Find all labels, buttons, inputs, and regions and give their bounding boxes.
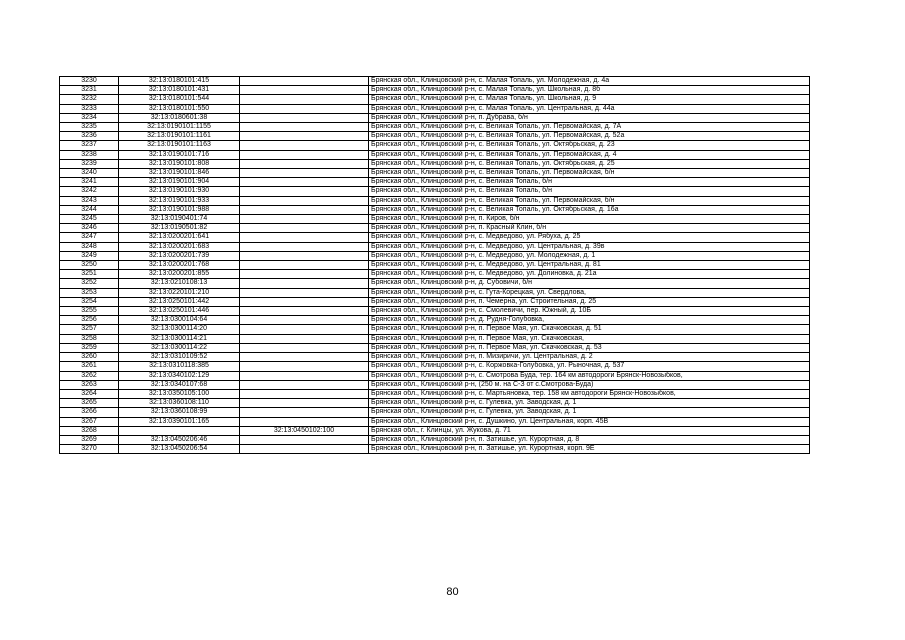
row-number-cell: 3255: [60, 307, 119, 316]
address-cell: Брянская обл., Клинцовский р-н, с. Смолевичи, пер. Южный, д. 10Б: [369, 307, 810, 316]
table-row: [60, 408, 810, 417]
cadastral-number-cell: 32:13:0310118:385: [119, 362, 240, 371]
cadastral-number-cell: 32:13:0200201:768: [119, 261, 240, 270]
cadastral-number-alt-cell: [240, 104, 369, 113]
cadastral-number-cell: 32:13:0200201:641: [119, 233, 240, 242]
cadastral-number-cell: 32:13:0340102:129: [119, 371, 240, 380]
table-row: [60, 205, 810, 214]
table-row: [60, 251, 810, 260]
cadastral-number-cell: 32:13:0210108:13: [119, 279, 240, 288]
cadastral-number-cell: 32:13:0180601:38: [119, 113, 240, 122]
cadastral-number-cell: 32:13:0180101:550: [119, 104, 240, 113]
table-row: [60, 417, 810, 426]
cadastral-number-cell: [119, 426, 240, 435]
address-cell: Брянская обл., Клинцовский р-н, с. Великая Топаль, ул. Октябрьская, д. 25: [369, 159, 810, 168]
address-cell: Брянская обл., Клинцовский р-н, с. Великая Топаль, ул. Первомайская, д. 52а: [369, 132, 810, 141]
row-number-cell: 3254: [60, 297, 119, 306]
cadastral-number-cell: 32:13:0200201:739: [119, 251, 240, 260]
address-cell: Брянская обл., Клинцовский р-н, с. Душкино, ул. Центральная, корп. 45В: [369, 417, 810, 426]
row-number-cell: 3231: [60, 86, 119, 95]
register-table: [59, 76, 810, 454]
address-cell: Брянская обл., Клинцовский р-н, с. Малая Топаль, ул. Школьная, д. 8б: [369, 86, 810, 95]
row-number-cell: 3261: [60, 362, 119, 371]
cadastral-number-cell: 32:13:0190101:930: [119, 187, 240, 196]
table-row: [60, 196, 810, 205]
row-number-cell: 3236: [60, 132, 119, 141]
cadastral-number-alt-cell: [240, 343, 369, 352]
row-number-cell: 3238: [60, 150, 119, 159]
address-cell: Брянская обл., Клинцовский р-н, с. Великая Топаль, ул. Октябрьская, д. 23: [369, 141, 810, 150]
row-number-cell: 3248: [60, 242, 119, 251]
cadastral-number-alt-cell: [240, 316, 369, 325]
table-row: [60, 371, 810, 380]
address-cell: Брянская обл., Клинцовский р-н, с. Смотрова Буда, тер. 164 км автодороги Брянск-Новозыбков,: [369, 371, 810, 380]
address-cell: Брянская обл., Клинцовский р-н, с. Медведово, ул. Центральная, д. 39в: [369, 242, 810, 251]
cadastral-number-alt-cell: [240, 123, 369, 132]
table-row: [60, 445, 810, 454]
cadastral-number-alt-cell: [240, 150, 369, 159]
cadastral-number-alt-cell: [240, 334, 369, 343]
row-number-cell: 3246: [60, 224, 119, 233]
table-row: [60, 362, 810, 371]
cadastral-number-alt-cell: [240, 86, 369, 95]
address-cell: Брянская обл., Клинцовский р-н, с. Медведово, ул. Молодежная, д. 1: [369, 251, 810, 260]
cadastral-number-cell: 32:13:0220101:210: [119, 288, 240, 297]
cadastral-number-cell: 32:13:0450206:46: [119, 435, 240, 444]
cadastral-number-cell: 32:13:0200201:683: [119, 242, 240, 251]
cadastral-number-cell: 32:13:0190101:904: [119, 178, 240, 187]
table-row: [60, 399, 810, 408]
cadastral-number-alt-cell: [240, 380, 369, 389]
address-cell: Брянская обл., г. Клинцы, ул. Жукова, д. 71: [369, 426, 810, 435]
cadastral-number-alt-cell: 32:13:0450102:100: [240, 426, 369, 435]
table-row: [60, 343, 810, 352]
table-row: [60, 187, 810, 196]
table-row: [60, 435, 810, 444]
address-cell: Брянская обл., Клинцовский р-н, д. Субовичи, б/н: [369, 279, 810, 288]
address-cell: Брянская обл., Клинцовский р-н, с. Великая Топаль, ул. Первомайская, д. 4: [369, 150, 810, 159]
table-row: [60, 224, 810, 233]
table-row: [60, 141, 810, 150]
row-number-cell: 3257: [60, 325, 119, 334]
table-row: [60, 316, 810, 325]
cadastral-number-cell: 32:13:0190101:716: [119, 150, 240, 159]
row-number-cell: 3249: [60, 251, 119, 260]
cadastral-number-alt-cell: [240, 196, 369, 205]
table-row: [60, 426, 810, 435]
row-number-cell: 3269: [60, 435, 119, 444]
table-row: [60, 261, 810, 270]
table-row: [60, 389, 810, 398]
cadastral-number-cell: 32:13:0300114:20: [119, 325, 240, 334]
table-row: [60, 334, 810, 343]
row-number-cell: 3267: [60, 417, 119, 426]
cadastral-number-cell: 32:13:0190101:1155: [119, 123, 240, 132]
address-cell: Брянская обл., Клинцовский р-н, п. Первое Мая, ул. Скачковская, д. 51: [369, 325, 810, 334]
table-row: [60, 279, 810, 288]
address-cell: Брянская обл., Клинцовский р-н, с. Великая Топаль, б/н: [369, 178, 810, 187]
table-row: [60, 150, 810, 159]
cadastral-number-cell: 32:13:0190101:933: [119, 196, 240, 205]
table-row: [60, 132, 810, 141]
cadastral-number-alt-cell: [240, 445, 369, 454]
table-row: [60, 307, 810, 316]
row-number-cell: 3237: [60, 141, 119, 150]
cadastral-number-alt-cell: [240, 362, 369, 371]
cadastral-number-alt-cell: [240, 205, 369, 214]
row-number-cell: 3260: [60, 353, 119, 362]
row-number-cell: 3263: [60, 380, 119, 389]
cadastral-number-cell: 32:13:0310109:52: [119, 353, 240, 362]
row-number-cell: 3252: [60, 279, 119, 288]
table-row: [60, 288, 810, 297]
address-cell: Брянская обл., Клинцовский р-н, с. Великая Топаль, ул. Октябрьская, д. 16а: [369, 205, 810, 214]
table-row: [60, 353, 810, 362]
row-number-cell: 3234: [60, 113, 119, 122]
cadastral-number-alt-cell: [240, 325, 369, 334]
cadastral-number-alt-cell: [240, 307, 369, 316]
register-table-body: [60, 77, 810, 454]
row-number-cell: 3241: [60, 178, 119, 187]
address-cell: Брянская обл., Клинцовский р-н, п. Первое Мая, ул. Скачковская, д. 53: [369, 343, 810, 352]
table-row: [60, 297, 810, 306]
cadastral-number-alt-cell: [240, 353, 369, 362]
address-cell: Брянская обл., Клинцовский р-н, с. Медведово, ул. Центральная, д. 81: [369, 261, 810, 270]
cadastral-number-alt-cell: [240, 169, 369, 178]
cadastral-number-cell: 32:13:0190101:1163: [119, 141, 240, 150]
cadastral-number-cell: 32:13:0190101:988: [119, 205, 240, 214]
cadastral-number-alt-cell: [240, 288, 369, 297]
table-row: [60, 113, 810, 122]
address-cell: Брянская обл., Клинцовский р-н, с. Мартьяновка, тер. 158 км автодороги Брянск-Новозыбков,: [369, 389, 810, 398]
address-cell: Брянская обл., Клинцовский р-н, с. Гута-Корецкая, ул. Свердлова,: [369, 288, 810, 297]
row-number-cell: 3242: [60, 187, 119, 196]
cadastral-number-alt-cell: [240, 242, 369, 251]
cadastral-number-cell: 32:13:0180101:544: [119, 95, 240, 104]
row-number-cell: 3239: [60, 159, 119, 168]
row-number-cell: 3270: [60, 445, 119, 454]
cadastral-number-alt-cell: [240, 178, 369, 187]
cadastral-number-cell: 32:13:0250101:446: [119, 307, 240, 316]
table-row: [60, 159, 810, 168]
address-cell: Брянская обл., Клинцовский р-н, п. Красный Клин, б/н: [369, 224, 810, 233]
address-cell: Брянская обл., Клинцовский р-н, с. Великая Топаль, ул. Первомайская, б/н: [369, 169, 810, 178]
address-cell: Брянская обл., Клинцовский р-н, с. Гулевка, ул. Заводская, д. 1: [369, 399, 810, 408]
table-row: [60, 380, 810, 389]
address-cell: Брянская обл., Клинцовский р-н, с. Малая Топаль, ул. Школьная, д. 9: [369, 95, 810, 104]
cadastral-number-cell: 32:13:0300104:64: [119, 316, 240, 325]
cadastral-number-alt-cell: [240, 297, 369, 306]
table-row: [60, 123, 810, 132]
cadastral-number-alt-cell: [240, 95, 369, 104]
cadastral-number-alt-cell: [240, 233, 369, 242]
row-number-cell: 3230: [60, 77, 119, 86]
address-cell: Брянская обл., Клинцовский р-н, с. Медведово, ул. Долиновка, д. 21а: [369, 270, 810, 279]
row-number-cell: 3232: [60, 95, 119, 104]
address-cell: Брянская обл., Клинцовский р-н, п. Чемерна, ул. Строительная, д. 25: [369, 297, 810, 306]
cadastral-number-cell: 32:13:0180101:431: [119, 86, 240, 95]
table-row: [60, 242, 810, 251]
address-cell: Брянская обл., Клинцовский р-н, п. Затишье, ул. Курортная, корп. 9Е: [369, 445, 810, 454]
row-number-cell: 3265: [60, 399, 119, 408]
address-cell: Брянская обл., Клинцовский р-н, с. Великая Топаль, б/н: [369, 187, 810, 196]
row-number-cell: 3253: [60, 288, 119, 297]
row-number-cell: 3240: [60, 169, 119, 178]
cadastral-number-alt-cell: [240, 224, 369, 233]
table-row: [60, 169, 810, 178]
address-cell: Брянская обл., Клинцовский р-н, с. Великая Топаль, ул. Первомайская, д. 7А: [369, 123, 810, 132]
cadastral-number-alt-cell: [240, 417, 369, 426]
address-cell: Брянская обл., Клинцовский р-н, п. Дубрава, б/н: [369, 113, 810, 122]
cadastral-number-cell: 32:13:0190101:808: [119, 159, 240, 168]
cadastral-number-alt-cell: [240, 261, 369, 270]
cadastral-number-alt-cell: [240, 141, 369, 150]
cadastral-number-alt-cell: [240, 113, 369, 122]
cadastral-number-alt-cell: [240, 399, 369, 408]
cadastral-number-cell: 32:13:0200201:855: [119, 270, 240, 279]
row-number-cell: 3258: [60, 334, 119, 343]
row-number-cell: 3259: [60, 343, 119, 352]
address-cell: Брянская обл., Клинцовский р-н, п. Киров, б/н: [369, 215, 810, 224]
row-number-cell: 3266: [60, 408, 119, 417]
cadastral-number-cell: 32:13:0300114:22: [119, 343, 240, 352]
row-number-cell: 3256: [60, 316, 119, 325]
cadastral-number-cell: 32:13:0360108:110: [119, 399, 240, 408]
cadastral-number-cell: 32:13:0190501:82: [119, 224, 240, 233]
table-row: [60, 215, 810, 224]
cadastral-number-alt-cell: [240, 187, 369, 196]
cadastral-number-cell: 32:13:0350105:100: [119, 389, 240, 398]
row-number-cell: 3235: [60, 123, 119, 132]
address-cell: Брянская обл., Клинцовский р-н, с. Великая Топаль, ул. Первомайская, б/н: [369, 196, 810, 205]
address-cell: Брянская обл., Клинцовский р-н, с. Медведово, ул. Рябуха, д. 25: [369, 233, 810, 242]
row-number-cell: 3247: [60, 233, 119, 242]
cadastral-number-alt-cell: [240, 435, 369, 444]
table-row: [60, 104, 810, 113]
address-cell: Брянская обл., Клинцовский р-н, д. Рудня-Голубовка,: [369, 316, 810, 325]
cadastral-number-cell: 32:13:0450206:54: [119, 445, 240, 454]
row-number-cell: 3268: [60, 426, 119, 435]
cadastral-number-alt-cell: [240, 389, 369, 398]
cadastral-number-alt-cell: [240, 159, 369, 168]
cadastral-number-alt-cell: [240, 251, 369, 260]
cadastral-number-alt-cell: [240, 408, 369, 417]
table-row: [60, 95, 810, 104]
address-cell: Брянская обл., Клинцовский р-н, с. Малая Топаль, ул. Центральная, д. 44а: [369, 104, 810, 113]
address-cell: Брянская обл., Клинцовский р-н, п. Первое Мая, ул. Скачковская,: [369, 334, 810, 343]
row-number-cell: 3264: [60, 389, 119, 398]
address-cell: Брянская обл., Клинцовский р-н, с. Коржовка-Голубовка, ул. Рыночная, д. 537: [369, 362, 810, 371]
cadastral-number-cell: 32:13:0250101:442: [119, 297, 240, 306]
cadastral-number-cell: 32:13:0180101:415: [119, 77, 240, 86]
cadastral-number-alt-cell: [240, 77, 369, 86]
table-row: [60, 178, 810, 187]
cadastral-number-alt-cell: [240, 215, 369, 224]
cadastral-number-cell: 32:13:0190401:74: [119, 215, 240, 224]
cadastral-number-alt-cell: [240, 279, 369, 288]
table-row: [60, 325, 810, 334]
address-cell: Брянская обл., Клинцовский р-н, с. Гулевка, ул. Заводская, д. 1: [369, 408, 810, 417]
table-row: [60, 270, 810, 279]
address-cell: Брянская обл., Клинцовский р-н, с. Малая Топаль, ул. Молодежная, д. 4а: [369, 77, 810, 86]
address-cell: Брянская обл., Клинцовский р-н, п. Мизиричи, ул. Центральная, д. 2: [369, 353, 810, 362]
cadastral-number-cell: 32:13:0390101:165: [119, 417, 240, 426]
table-row: [60, 233, 810, 242]
cadastral-number-alt-cell: [240, 132, 369, 141]
cadastral-number-cell: 32:13:0300114:21: [119, 334, 240, 343]
table-row: [60, 77, 810, 86]
cadastral-number-cell: 32:13:0190101:1161: [119, 132, 240, 141]
address-cell: Брянская обл., Клинцовский р-н, (250 м. на С-З от с.Смотрова-Буда): [369, 380, 810, 389]
row-number-cell: 3262: [60, 371, 119, 380]
row-number-cell: 3251: [60, 270, 119, 279]
cadastral-number-alt-cell: [240, 371, 369, 380]
cadastral-number-alt-cell: [240, 270, 369, 279]
row-number-cell: 3233: [60, 104, 119, 113]
cadastral-number-cell: 32:13:0340107:68: [119, 380, 240, 389]
address-cell: Брянская обл., Клинцовский р-н, п. Затишье, ул. Курортная, д. 8: [369, 435, 810, 444]
row-number-cell: 3245: [60, 215, 119, 224]
page-number: 80: [446, 586, 459, 598]
cadastral-number-cell: 32:13:0360108:99: [119, 408, 240, 417]
cadastral-number-cell: 32:13:0190101:846: [119, 169, 240, 178]
row-number-cell: 3244: [60, 205, 119, 214]
row-number-cell: 3250: [60, 261, 119, 270]
table-row: [60, 86, 810, 95]
row-number-cell: 3243: [60, 196, 119, 205]
